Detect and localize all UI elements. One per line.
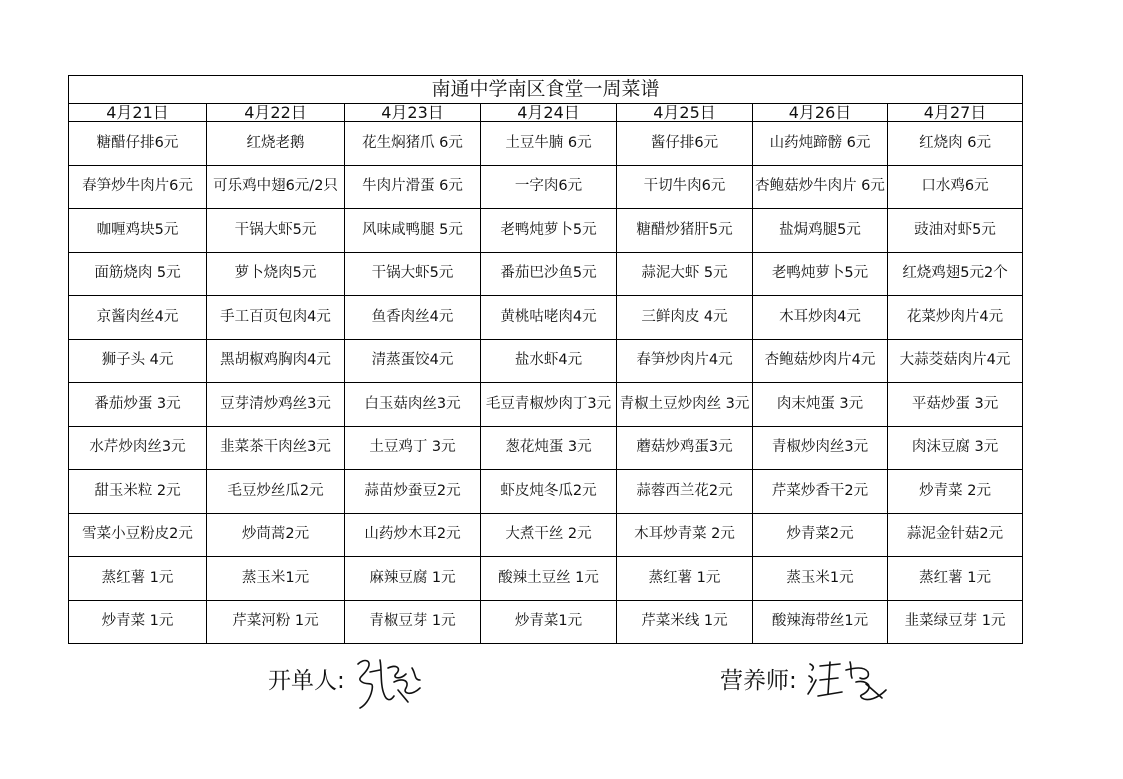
dish-cell: 牛肉片滑蛋 6元 xyxy=(345,165,481,209)
dish-cell: 红烧肉 6元 xyxy=(888,122,1023,166)
nutritionist-label: 营养师: xyxy=(720,668,797,694)
dish-cell: 炒茼蒿2元 xyxy=(207,513,345,557)
dish-cell: 狮子头 4元 xyxy=(69,339,207,383)
weekly-menu-table xyxy=(68,75,1023,644)
date-header-row xyxy=(69,104,1023,122)
date-header: 4月21日 xyxy=(69,104,207,122)
dish-cell: 土豆鸡丁 3元 xyxy=(345,426,481,470)
dish-cell: 口水鸡6元 xyxy=(888,165,1023,209)
dish-cell: 黄桃咕咾肉4元 xyxy=(481,296,617,340)
menu-row xyxy=(69,426,1023,470)
dish-cell: 芹菜米线 1元 xyxy=(617,600,753,644)
menu-row xyxy=(69,513,1023,557)
dish-cell: 蒸红薯 1元 xyxy=(617,557,753,601)
menu-row xyxy=(69,470,1023,514)
dish-cell: 蒜泥大虾 5元 xyxy=(617,252,753,296)
dish-cell: 面筋烧肉 5元 xyxy=(69,252,207,296)
issuer-signature xyxy=(350,650,430,712)
date-header: 4月22日 xyxy=(207,104,345,122)
dish-cell: 山药炖蹄髈 6元 xyxy=(753,122,888,166)
dish-cell: 杏鲍菇炒牛肉片 6元 xyxy=(753,165,888,209)
dish-cell: 木耳炒青菜 2元 xyxy=(617,513,753,557)
menu-row xyxy=(69,296,1023,340)
menu-row xyxy=(69,165,1023,209)
dish-cell: 大蒜茭菇肉片4元 xyxy=(888,339,1023,383)
date-header: 4月24日 xyxy=(481,104,617,122)
menu-row xyxy=(69,339,1023,383)
dish-cell: 咖喱鸡块5元 xyxy=(69,209,207,253)
dish-cell: 雪菜小豆粉皮2元 xyxy=(69,513,207,557)
dish-cell: 木耳炒肉4元 xyxy=(753,296,888,340)
dish-cell: 酸辣海带丝1元 xyxy=(753,600,888,644)
dish-cell: 甜玉米粒 2元 xyxy=(69,470,207,514)
dish-cell: 干锅大虾5元 xyxy=(207,209,345,253)
dish-cell: 韭菜茶干肉丝3元 xyxy=(207,426,345,470)
dish-cell: 春笋炒牛肉片6元 xyxy=(69,165,207,209)
dish-cell: 蘑菇炒鸡蛋3元 xyxy=(617,426,753,470)
date-header: 4月27日 xyxy=(888,104,1023,122)
dish-cell: 花生焖猪爪 6元 xyxy=(345,122,481,166)
dish-cell: 芹菜炒香干2元 xyxy=(753,470,888,514)
date-header: 4月26日 xyxy=(753,104,888,122)
dish-cell: 春笋炒肉片4元 xyxy=(617,339,753,383)
dish-cell: 麻辣豆腐 1元 xyxy=(345,557,481,601)
dish-cell: 手工百页包肉4元 xyxy=(207,296,345,340)
dish-cell: 平菇炒蛋 3元 xyxy=(888,383,1023,427)
dish-cell: 土豆牛腩 6元 xyxy=(481,122,617,166)
dish-cell: 蒸红薯 1元 xyxy=(69,557,207,601)
dish-cell: 豆芽清炒鸡丝3元 xyxy=(207,383,345,427)
dish-cell: 蒸玉米1元 xyxy=(753,557,888,601)
dish-cell: 花菜炒肉片4元 xyxy=(888,296,1023,340)
dish-cell: 盐焗鸡腿5元 xyxy=(753,209,888,253)
dish-cell: 蒜苗炒蚕豆2元 xyxy=(345,470,481,514)
date-header: 4月23日 xyxy=(345,104,481,122)
dish-cell: 大煮干丝 2元 xyxy=(481,513,617,557)
dish-cell: 毛豆青椒炒肉丁3元 xyxy=(481,383,617,427)
dish-cell: 红烧鸡翅5元2个 xyxy=(888,252,1023,296)
dish-cell: 杏鲍菇炒肉片4元 xyxy=(753,339,888,383)
dish-cell: 酱仔排6元 xyxy=(617,122,753,166)
dish-cell: 水芹炒肉丝3元 xyxy=(69,426,207,470)
dish-cell: 京酱肉丝4元 xyxy=(69,296,207,340)
dish-cell: 清蒸蛋饺4元 xyxy=(345,339,481,383)
dish-cell: 老鸭炖萝卜5元 xyxy=(481,209,617,253)
dish-cell: 虾皮炖冬瓜2元 xyxy=(481,470,617,514)
dish-cell: 糖醋仔排6元 xyxy=(69,122,207,166)
dish-cell: 炒青菜 2元 xyxy=(888,470,1023,514)
dish-cell: 炒青菜1元 xyxy=(481,600,617,644)
dish-cell: 红烧老鹅 xyxy=(207,122,345,166)
dish-cell: 肉沫豆腐 3元 xyxy=(888,426,1023,470)
dish-cell: 干锅大虾5元 xyxy=(345,252,481,296)
dish-cell: 老鸭炖萝卜5元 xyxy=(753,252,888,296)
dish-cell: 蒸红薯 1元 xyxy=(888,557,1023,601)
dish-cell: 炒青菜2元 xyxy=(753,513,888,557)
dish-cell: 干切牛肉6元 xyxy=(617,165,753,209)
menu-title: 南通中学南区食堂一周菜谱 xyxy=(69,76,1023,104)
dish-cell: 肉末炖蛋 3元 xyxy=(753,383,888,427)
dish-cell: 风味咸鸭腿 5元 xyxy=(345,209,481,253)
nutritionist-signature xyxy=(806,654,896,704)
dish-cell: 青椒土豆炒肉丝 3元 xyxy=(617,383,753,427)
dish-cell: 鱼香肉丝4元 xyxy=(345,296,481,340)
dish-cell: 三鲜肉皮 4元 xyxy=(617,296,753,340)
menu-row xyxy=(69,383,1023,427)
dish-cell: 可乐鸡中翅6元/2只 xyxy=(207,165,345,209)
menu-row xyxy=(69,209,1023,253)
dish-cell: 炒青菜 1元 xyxy=(69,600,207,644)
issuer-label: 开单人: xyxy=(268,668,345,694)
menu-row xyxy=(69,252,1023,296)
dish-cell: 蒜蓉西兰花2元 xyxy=(617,470,753,514)
dish-cell: 白玉菇肉丝3元 xyxy=(345,383,481,427)
dish-cell: 韭菜绿豆芽 1元 xyxy=(888,600,1023,644)
dish-cell: 番茄巴沙鱼5元 xyxy=(481,252,617,296)
menu-row xyxy=(69,557,1023,601)
dish-cell: 萝卜烧肉5元 xyxy=(207,252,345,296)
dish-cell: 毛豆炒丝瓜2元 xyxy=(207,470,345,514)
dish-cell: 青椒豆芽 1元 xyxy=(345,600,481,644)
dish-cell: 黑胡椒鸡胸肉4元 xyxy=(207,339,345,383)
dish-cell: 糖醋炒猪肝5元 xyxy=(617,209,753,253)
menu-row xyxy=(69,122,1023,166)
dish-cell: 盐水虾4元 xyxy=(481,339,617,383)
dish-cell: 豉油对虾5元 xyxy=(888,209,1023,253)
dish-cell: 葱花炖蛋 3元 xyxy=(481,426,617,470)
date-header: 4月25日 xyxy=(617,104,753,122)
dish-cell: 山药炒木耳2元 xyxy=(345,513,481,557)
dish-cell: 芹菜河粉 1元 xyxy=(207,600,345,644)
dish-cell: 蒜泥金针菇2元 xyxy=(888,513,1023,557)
dish-cell: 酸辣土豆丝 1元 xyxy=(481,557,617,601)
menu-row xyxy=(69,600,1023,644)
dish-cell: 青椒炒肉丝3元 xyxy=(753,426,888,470)
dish-cell: 一字肉6元 xyxy=(481,165,617,209)
dish-cell: 蒸玉米1元 xyxy=(207,557,345,601)
dish-cell: 番茄炒蛋 3元 xyxy=(69,383,207,427)
